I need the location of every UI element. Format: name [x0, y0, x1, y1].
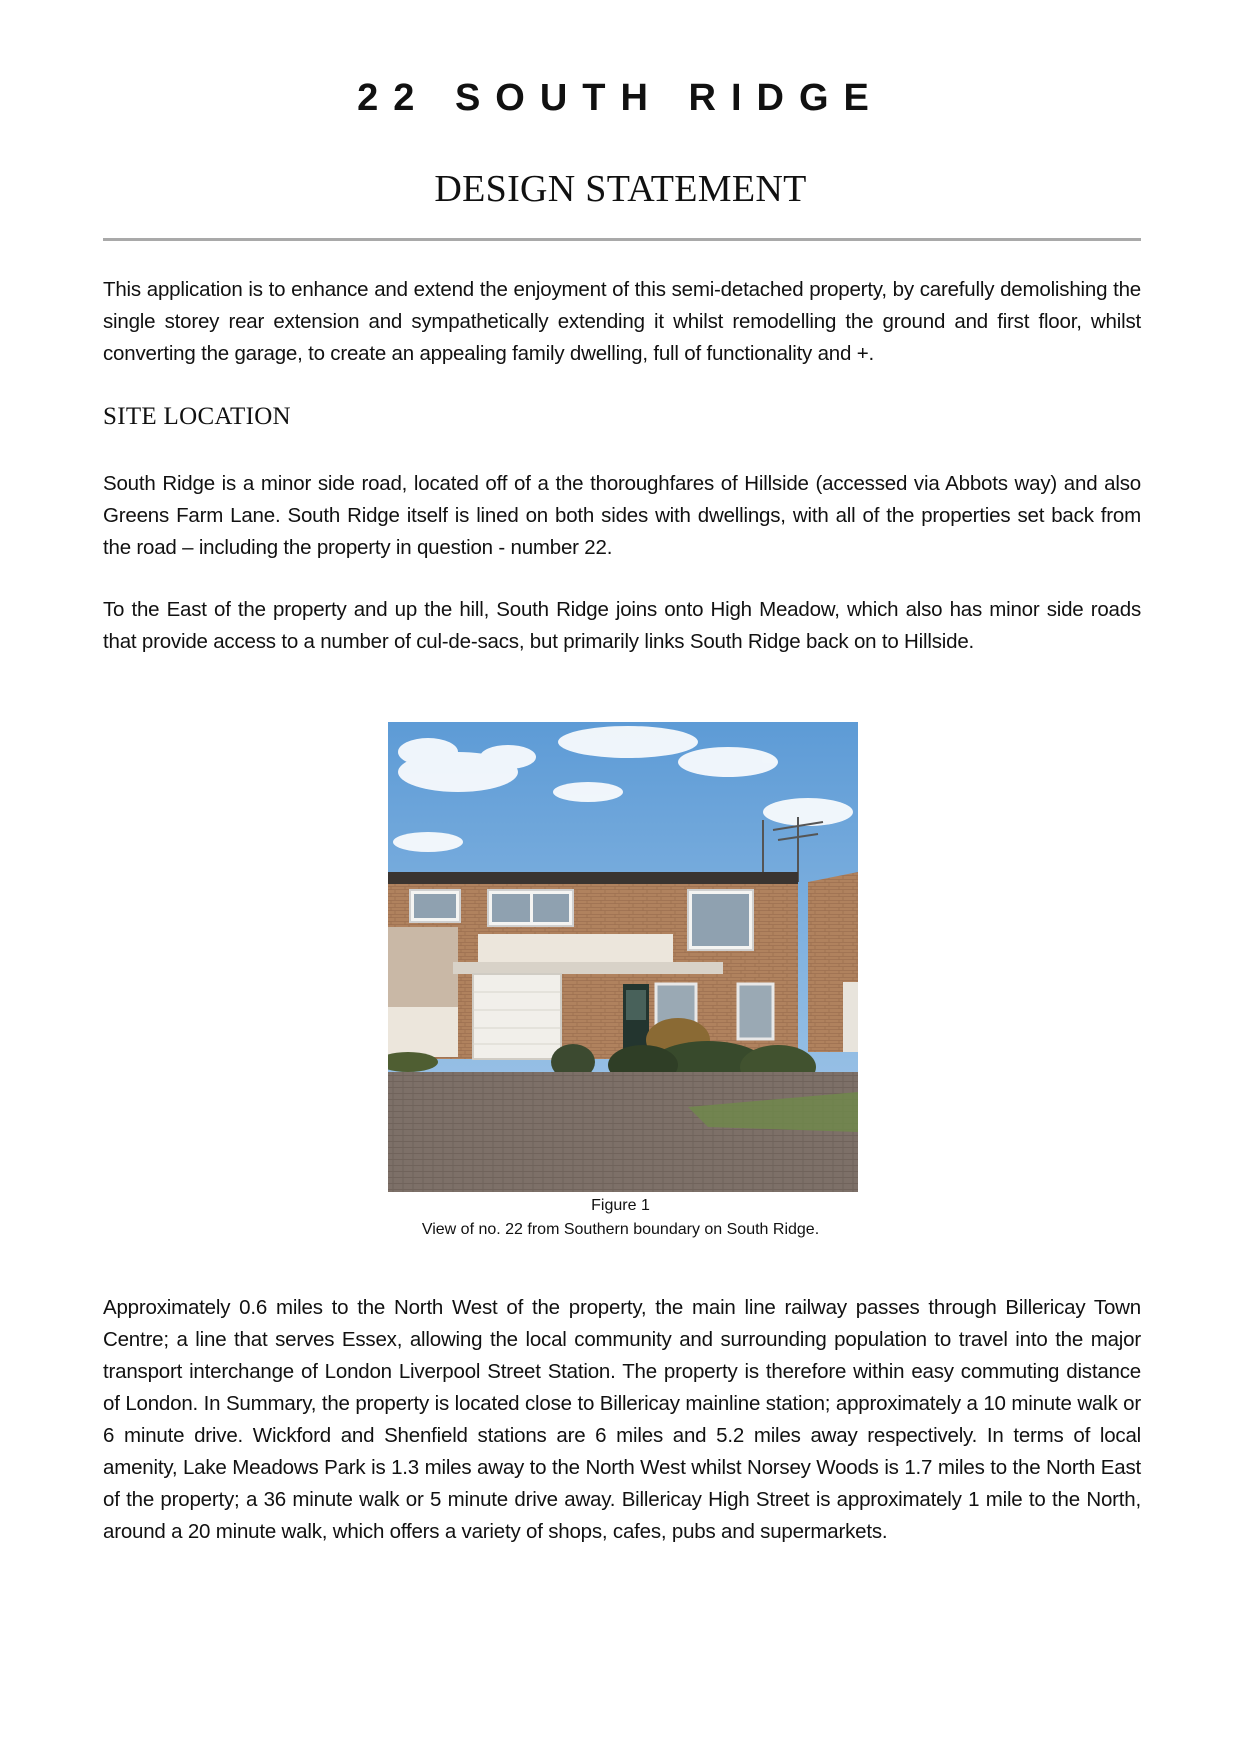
- figure-caption: View of no. 22 from Southern boundary on South Ridge.: [421, 1221, 820, 1238]
- house-photo: [388, 722, 858, 1192]
- title-divider: [103, 238, 1141, 241]
- driveway: [388, 1072, 858, 1192]
- site-location-paragraph-2: To the East of the property and up the hill, South Ridge joins onto High Meadow, which also has minor side roads that provide access to a number of cul-de-sacs, but primarily links South Ridge back on to Hillside.: [103, 598, 1141, 653]
- location-details-paragraph: Approximately 0.6 miles to the North West of the property, the main line railway passes through Billericay Town Centre; a line that serves Essex, allowing the local community and surrounding population to travel into the major transport interchange of London Liverpool Street Station. The property is therefore within easy commuting distance of London. In Summary, the property is located close to Billericay mainline station; approximately a 10 minute walk or 6 minute drive. Wickford and Shenfield stations are 6 miles and 5.2 miles away respectively. In terms of local amenity, Lake Meadows Park is 1.3 miles away to the North West whilst Norsey Woods is 1.7 miles to the North East of the property; a 36 minute walk or 5 minute drive away. Billericay High Street is approximately 1 mile to the North, around a 20 minute walk, which offers a variety of shops, cafes, pubs and supermarkets.: [103, 1296, 1141, 1543]
- intro-paragraph: This application is to enhance and extend the enjoyment of this semi-detached property, by carefully demolishing the single storey rear extension and sympathetically extending it whilst remodelling the ground and first floor, whilst converting the garage, to create an appealing family dwelling, full of functionality and +.: [103, 278, 1141, 365]
- figure-label: Figure 1: [591, 1197, 650, 1214]
- porch-canopy: [453, 962, 723, 974]
- garage-door: [473, 974, 561, 1059]
- document-subtitle: DESIGN STATEMENT: [434, 168, 807, 210]
- site-location-paragraph-1: South Ridge is a minor side road, located off of a the thoroughfares of Hillside (accessed via Abbots way) and also Greens Farm Lane. South Ridge itself is lined on both sides with dwellings, with all of the properties set back from the road – including the property in question - number 22.: [103, 472, 1141, 559]
- cladding-band: [478, 934, 673, 962]
- roof-edge: [388, 872, 798, 884]
- site-location-heading: SITE LOCATION: [103, 403, 291, 430]
- stone-cladding: [388, 927, 458, 1007]
- document-title: 22 SOUTH RIDGE: [357, 77, 884, 119]
